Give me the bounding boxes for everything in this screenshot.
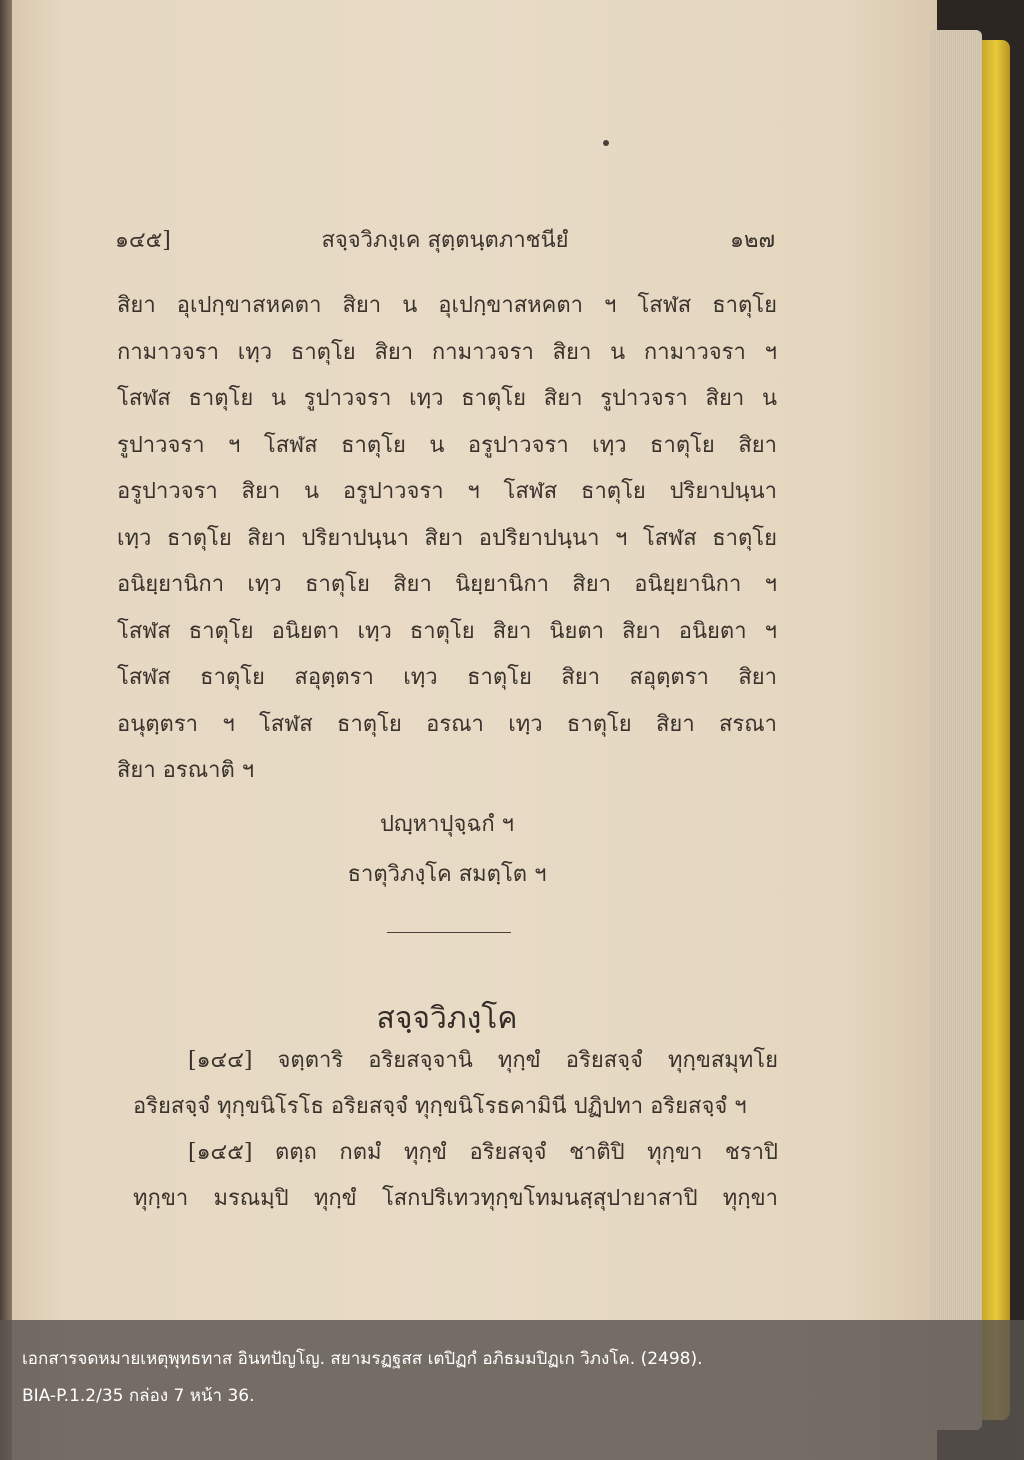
body-line: เทฺว ธาตุโย สิยา ปริยาปนฺนา สิยา อปริยาปนฺนา ฯ โสฬส ธาตุโย (117, 525, 777, 551)
body-line: อรูปาวจรา สิยา น อรูปาวจรา ฯ โสฬส ธาตุโย ปริยาปนฺนา (117, 479, 777, 504)
body-line: รูปาวจรา ฯ โสฬส ธาตุโย น อรูปาวจรา เทฺว ธาตุโย สิยา (117, 432, 777, 458)
body-line: โสฬส ธาตุโย สอุตฺตรา เทฺว ธาตุโย สิยา สอุตฺตรา สิยา (117, 665, 777, 690)
para-line: ทุกฺขา มรณมฺปิ ทุกฺขํ โสกปริเทวทุกฺขโทมนสฺสุปายาสาปิ ทุกฺขา (133, 1186, 778, 1211)
closing-line-2: ธาตุวิภงฺโค สมตฺโต ฯ (347, 862, 547, 887)
body-line: โสฬส ธาตุโย น รูปาวจรา เทฺว ธาตุโย สิยา รูปาวจรา สิยา น (117, 386, 777, 411)
yellow-cover-edge (982, 40, 1010, 1420)
body-line: อนิยฺยานิกา เทฺว ธาตุโย สิยา นิยฺยานิกา สิยา อนิยฺยานิกา ฯ (117, 572, 777, 597)
section-title: สจฺจวิภงฺโค (376, 1001, 518, 1036)
closing-line-1: ปญฺหาปุจฺฉกํ ฯ (379, 812, 515, 837)
running-header (115, 222, 775, 254)
page-edges (930, 30, 982, 1430)
body-line: สิยา อรณาติ ฯ (117, 758, 255, 783)
paragraph-145 (133, 1130, 778, 1222)
header-section-number: ๑๔๕] (115, 228, 171, 253)
body-line: อนุตฺตรา ฯ โสฬส ธาตุโย อรณา เทฺว ธาตุโย สิยา สรณา (117, 711, 777, 737)
body-line: โสฬส ธาตุโย อนิยตา เทฺว ธาตุโย สิยา นิยตา สิยา อนิยตา ฯ (117, 618, 777, 644)
left-spine (0, 0, 12, 1460)
para-line: อริยสจฺจํ ทุกฺขนิโรโธ อริยสจฺจํ ทุกฺขนิโรธคามินี ปฏิปทา อริยสจฺจํ ฯ (133, 1094, 747, 1119)
archive-caption (0, 1320, 1024, 1460)
caption-reference: BIA-P.1.2/35 กล่อง 7 หน้า 36. (22, 1386, 255, 1406)
body-line: สิยา อุเปกฺขาสหคตา สิยา น อุเปกฺขาสหคตา ฯ โสฬส ธาตุโย (117, 293, 777, 318)
page-number: ๑๒๗ (729, 228, 775, 253)
ink-dot (603, 140, 609, 146)
paragraph-144 (133, 1038, 778, 1130)
section-divider (387, 932, 511, 933)
body-text (117, 283, 777, 795)
para-line: [๑๔๔] จตฺตาริ อริยสจฺจานิ ทุกฺขํ อริยสจฺจํ ทุกฺขสมุทโย (188, 1048, 778, 1073)
header-title: สจฺจวิภงฺเค สุตฺตนฺตภาชนียํ (321, 228, 569, 253)
para-line: [๑๔๕] ตตฺถ กตมํ ทุกฺขํ อริยสจฺจํ ชาติปิ ทุกฺขา ชราปิ (188, 1140, 778, 1165)
body-line: กามาวจรา เทฺว ธาตุโย สิยา กามาวจรา สิยา น กามาวจรา ฯ (117, 339, 777, 365)
caption-citation: เอกสารจดหมายเหตุพุทธทาส อินทปัญโญ. สยามรฏฐสส เตปิฏกํ อภิธมมปิฏเก วิภงโค. (2498). (22, 1349, 703, 1369)
